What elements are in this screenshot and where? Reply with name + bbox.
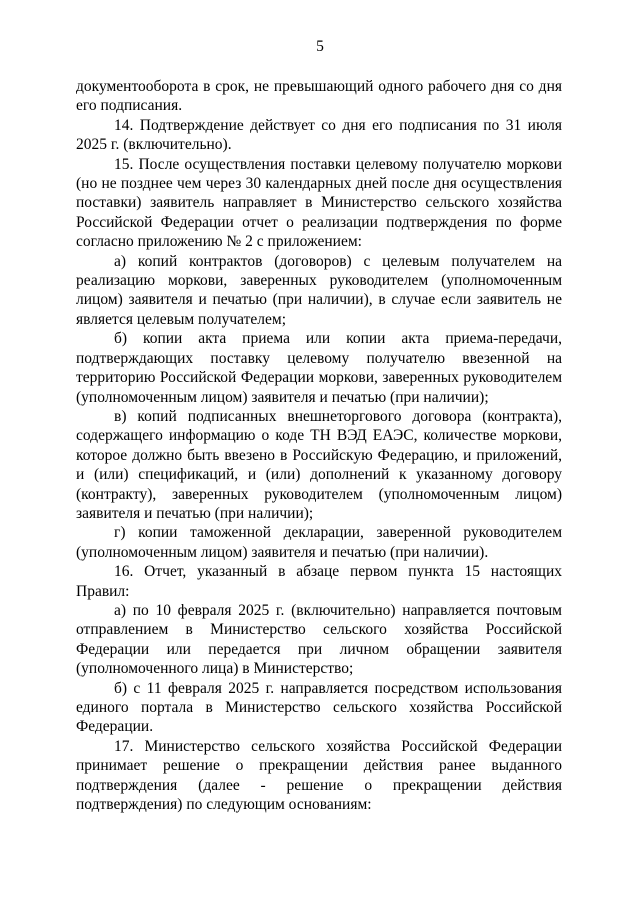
paragraph-15: 15. После осуществления поставки целевому получателю моркови (но не позднее чем через 30 календарных дней после дня осуществления поставки) заявитель направляет в Министерство сельского хозяйства Российской Федерации отчет о реализации подтверждения по форме согласно приложению № 2 с приложением: [76,155,562,251]
paragraph-continuation: документооборота в срок, не превышающий одного рабочего дня со дня его подписания. [76,78,562,115]
paragraph-16-a: а) по 10 февраля 2025 г. (включительно) направляется почтовым отправлением в Министерство сельского хозяйства Российской Федерации или передается при личном обращении заявителя (уполномоченного лица) в Министерство; [76,601,562,678]
paragraph-17: 17. Министерство сельского хозяйства Российской Федерации принимает решение о прекращении действия ранее выданного подтверждения (далее - решение о прекращении действия подтверждения) по следующим основаниям: [76,737,562,814]
paragraph-16: 16. Отчет, указанный в абзаце первом пункта 15 настоящих Правил: [76,563,562,600]
paragraph-14: 14. Подтверждение действует со дня его подписания по 31 июля 2025 г. (включительно). [76,116,562,154]
paragraph-15-a: а) копий контрактов (договоров) с целевым получателем на реализацию моркови, заверенных руководителем (уполномоченным лицом) заявителя и печатью (при наличии), в случае если заявитель не является целевым получателем; [76,252,562,328]
page-number: 5 [316,38,324,55]
paragraph-15-b: б) копии акта приема или копии акта приема-передачи, подтверждающих поставку целевому получателю ввезенной на территорию Российской Федерации моркови, заверенных руководителем (уполномоченным лицом) заявителя и печатью (при наличии); [76,330,562,406]
paragraph-15-v: в) копий подписанных внешнеторгового договора (контракта), содержащего информацию о коде ТН ВЭД ЕАЭС, количестве моркови, которое должно быть ввезено в Российскую Федерацию, и приложений, и (или) спецификаций, и (или) дополнений к указанному договору (контракту), заверенных руководителем (уполномоченным лицом) заявителя и печатью (при наличии); [76,407,562,522]
document-body [76,77,562,814]
paragraph-15-g: г) копии таможенной декларации, заверенной руководителем (уполномоченным лицом) заявителя и печатью (при наличии). [76,524,562,561]
paragraph-16-b: б) с 11 февраля 2025 г. направляется посредством использования единого портала в Министерство сельского хозяйства Российской Федерации. [76,679,562,736]
